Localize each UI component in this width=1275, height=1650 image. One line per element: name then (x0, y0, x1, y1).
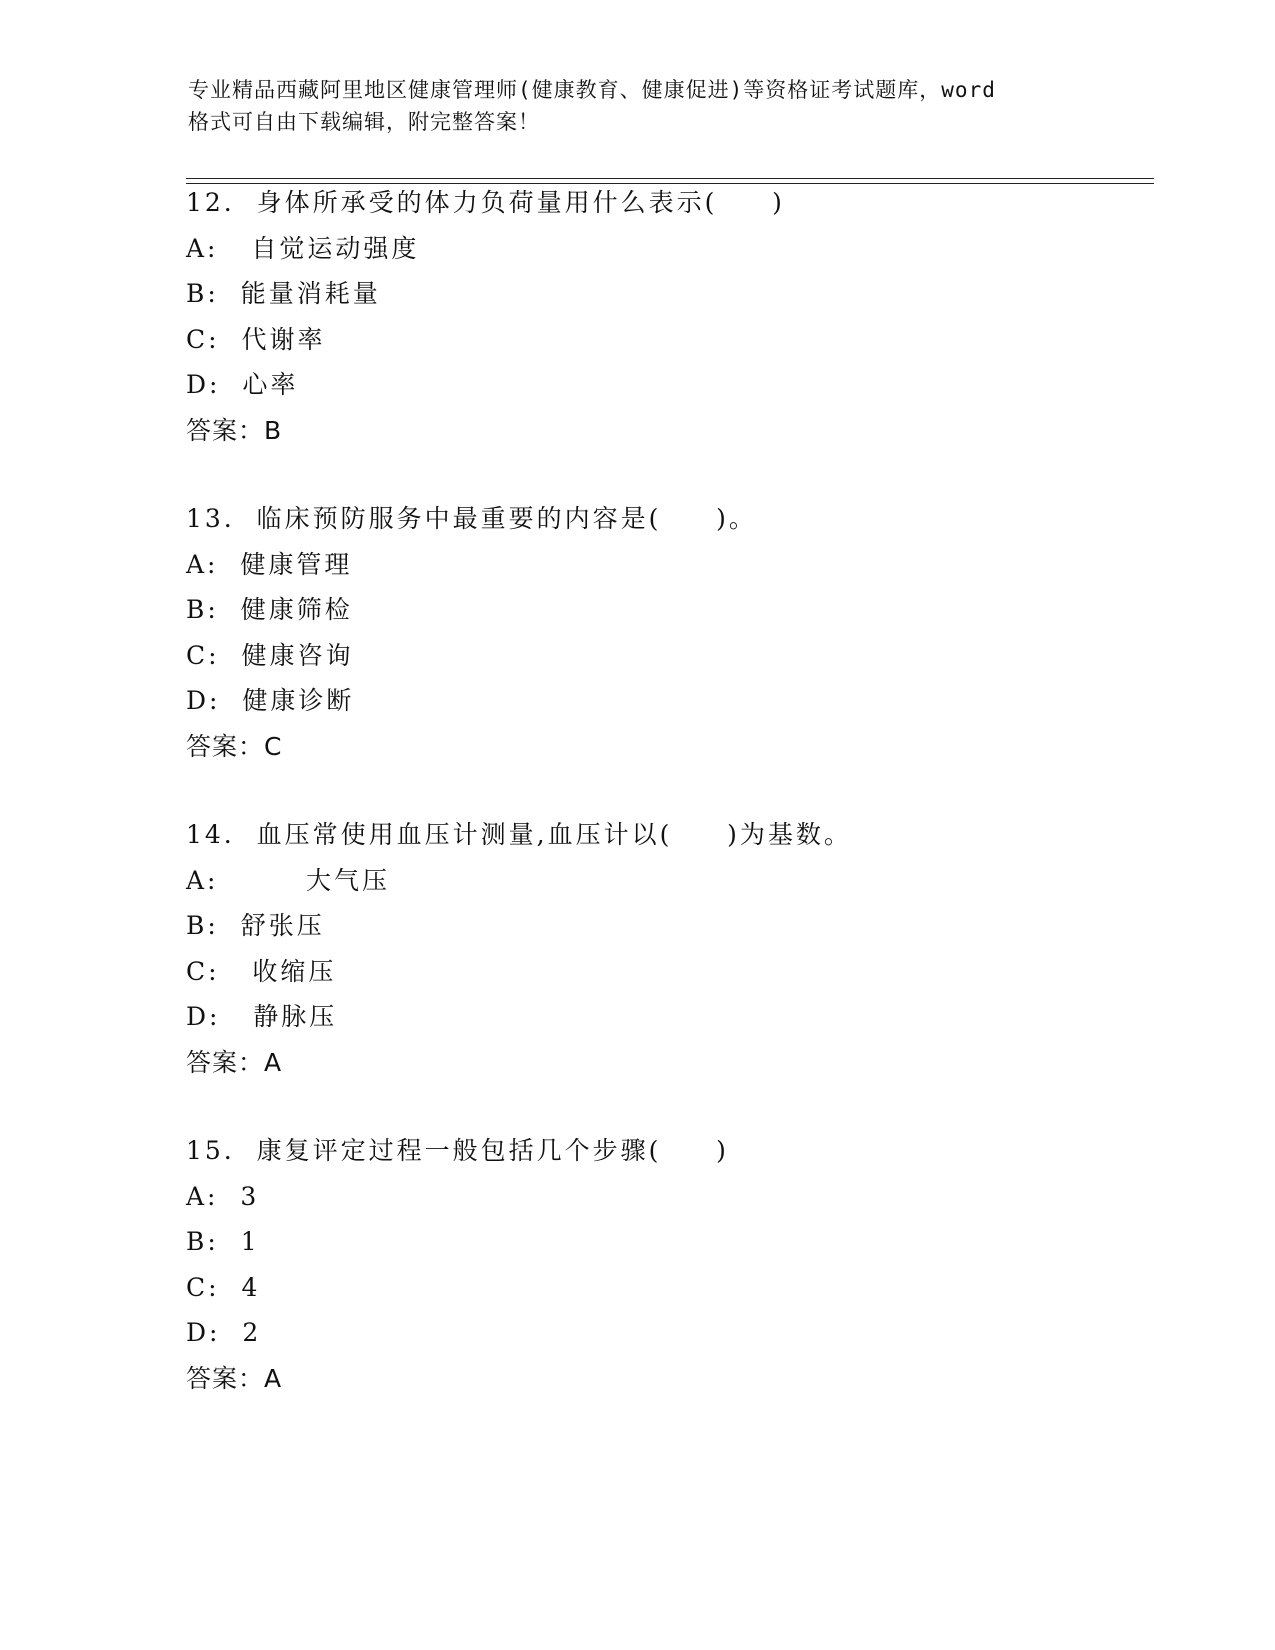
question-14 (186, 812, 1146, 1085)
option-c: C: 代谢率 (186, 324, 326, 354)
answer-line: 答案：A (186, 1363, 283, 1393)
question-13 (186, 496, 1146, 769)
option-b: B: 舒张压 (186, 911, 325, 940)
option-d: D: 健康诊断 (186, 686, 355, 715)
header-line-2: 格式可自由下载编辑，附完整答案！ (188, 110, 540, 134)
option-a: A: 健康管理 (186, 549, 353, 579)
option-a: A: 大气压 (186, 865, 391, 895)
option-d: D: 静脉压 (186, 1002, 338, 1031)
document-header (188, 74, 1088, 138)
option-b: B: 1 (186, 1227, 260, 1256)
answer-line: 答案：A (186, 1047, 283, 1077)
question-stem: 15. 康复评定过程一般包括几个步骤( ) (186, 1136, 729, 1165)
question-stem: 13. 临床预防服务中最重要的内容是( )。 (186, 504, 757, 533)
option-b: B: 健康筛检 (186, 595, 353, 624)
option-a: A: 3 (186, 1181, 260, 1211)
option-c: C: 健康咨询 (186, 640, 354, 670)
question-stem: 12. 身体所承受的体力负荷量用什么表示( ) (186, 188, 785, 217)
header-line-1: 专业精品西藏阿里地区健康管理师(健康教育、健康促进)等资格证考试题库，word (188, 78, 996, 102)
option-d: D: 2 (186, 1318, 262, 1347)
question-15 (186, 1128, 1146, 1401)
option-d: D: 心率 (186, 370, 299, 399)
answer-line: 答案：C (186, 731, 283, 761)
question-12 (186, 180, 1146, 453)
answer-line: 答案：B (186, 415, 283, 445)
option-c: C: 收缩压 (186, 956, 337, 986)
question-stem: 14. 血压常使用血压计测量,血压计以( )为基数。 (186, 820, 852, 849)
option-c: C: 4 (186, 1272, 261, 1302)
option-b: B: 能量消耗量 (186, 279, 381, 308)
option-a: A: 自觉运动强度 (186, 233, 420, 263)
